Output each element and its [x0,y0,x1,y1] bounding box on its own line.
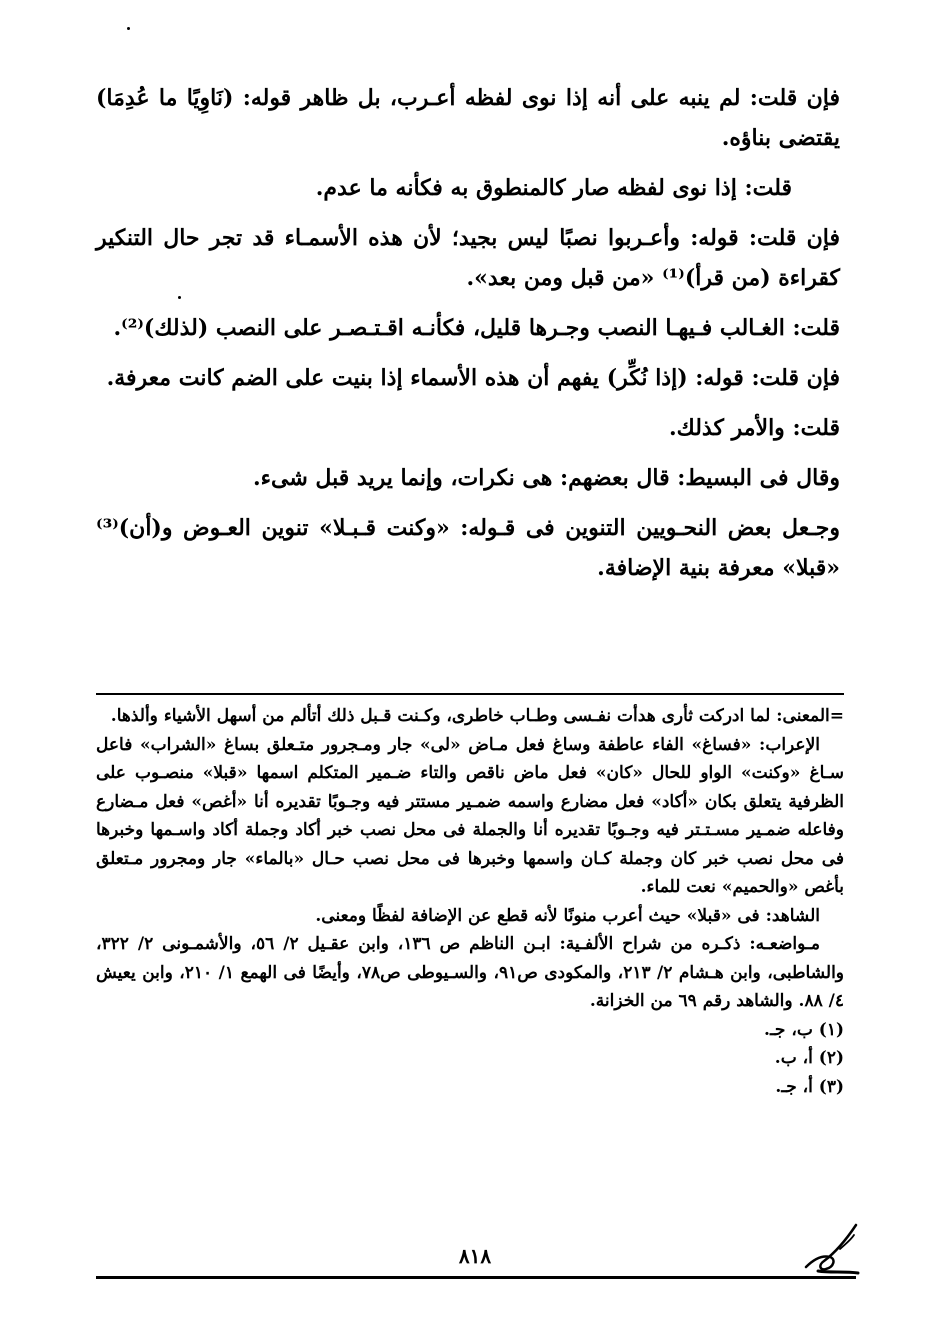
paragraph: قلت: الغـالب فـيهـا النصب وجـرها قليل، فكأنـه اقـتـصـر على النصب (لذلك)⁽²⁾. [113,315,840,341]
footnote-separator [96,693,844,695]
footnotes-section [96,702,844,1101]
note-parsing: الإعراب: «فساغ» الفاء عاطفة وساغ فعل مـاض «لى» جار ومـجرور متـعلق بساغ «الشراب» فاعل سـاغ «وكنت» الواو للحال «كان» فعل ماض ناقص والتاء ضـمير المتكلم اسمها «قبلا» منصـوب على الظرفية يتعلق بكان «أكاد» فعل مضارع واسمه ضمـير مستتر فيه وجـوبًا تقديره أنا «أغص» فعل مـضارع وفاعله ضمـير مسـتـتر فيه وجـوبًا تقديره أنا والجملة فى محل نصب خبر أكاد وجملة أكاد واسـمها وخبرها فى محل نصب خبر كان وجملة كـان واسمها وخبرها فى محل نصب حـال «بالماء» جار ومجرور مـتعلق بأغص «والحميم» نعت للماء. [96,734,844,897]
page-footer-rule [96,1276,856,1279]
note-sources: مـواضعـه: ذكـره من شراح الألفـية: ابـن الناظم ص ١٣٦، وابن عقـيل ٢/ ٥٦، والأشمـونى ٢/ ٣٢٢، والشاطبى، وابن هـشام ٢/ ٢١٣، والمكودى ص٩١، والسـيوطى ص٧٨، وأيضًا فى الهمع ١/ ٢١٠، وابن يعيش ٤/ ٨٨. والشاهد رقم ٦٩ من الخزانة. [96,934,845,1011]
footnote-item: (٢) أ، ب. [774,1048,844,1068]
paragraph: قلت: إذا نوى لفظه صار كالمنطوق به فكأنه ما عدم. [315,175,792,201]
paragraph: وقال فى البسيط: قال بعضهم: هى نكرات، وإنما يريد قبل شىء. [253,465,840,491]
footnote-list [96,1016,844,1102]
paragraph: قلت: والأمر كذلك. [669,415,840,441]
main-text [96,78,840,598]
speck-mark [127,27,130,30]
paragraph: فإن قلت: قوله: وأعـربوا نصبًا ليس بجيد؛ لأن هذه الأسمـاء قد تجر حال التنكير كقراءة (من قرأ)⁽¹⁾ «من قبل ومن بعد». [96,225,840,291]
signature-stamp [800,1215,860,1277]
note-evidence: الشاهد: فى «قبلا» حيث أعرب منونًا لأنه قطع عن الإضافة لفظًا ومعنى. [315,905,820,926]
note-meaning: =المعنى: لما ادركت ثأرى هدأت نفـسى وطـاب خاطرى، وكـنت قـبل ذلك أتألم من أسهل الأشياء وألذها. [110,706,844,726]
paragraph: فإن قلت: قوله: (إذا نُكِّر) يفهم أن هذه الأسماء إذا بنيت على الضم كانت معرفة. [106,365,840,391]
page-number: ٨١٨ [458,1244,492,1268]
paragraph: وجـعل بعض النحـويين التنوين فى قـوله: «وكنت قـبـلا» تنوين العـوض و(أن)⁽³⁾ «قبلا» معرفة بنية الإضافة. [96,515,840,581]
paragraph: فإن قلت: لم ينبه على أنه إذا نوى لفظه أعـرب، بل ظاهر قوله: (نَاوِيًا ما عُدِمَا) يقتضى بناؤه. [96,85,840,151]
footnote-item: (٣) أ، جـ. [775,1076,844,1097]
footnote-item: (١) ب، جـ. [764,1019,844,1040]
